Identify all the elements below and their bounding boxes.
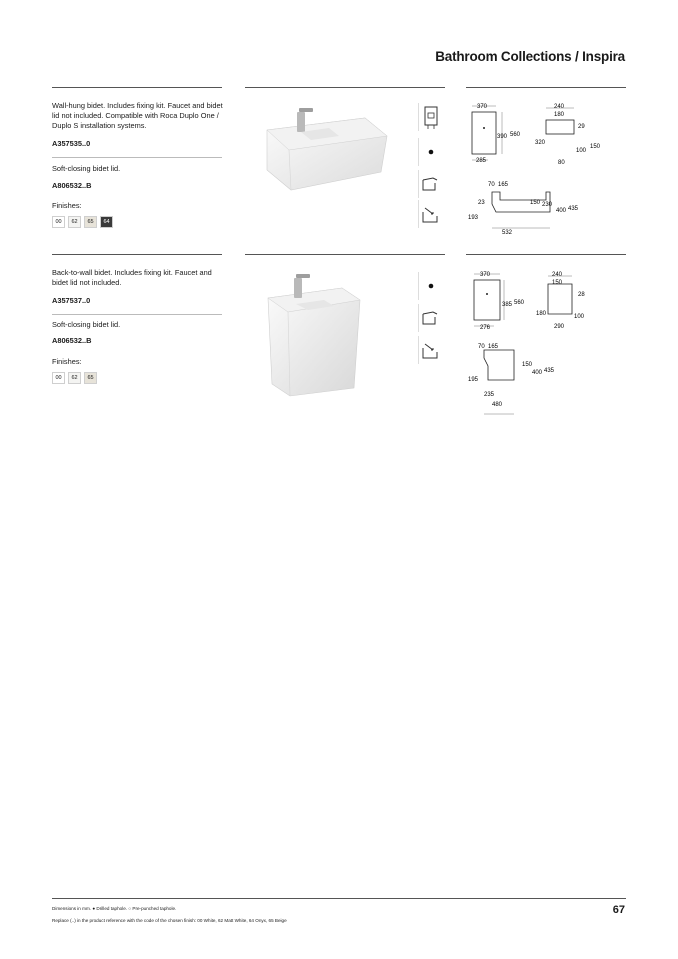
footer-rule <box>52 898 626 899</box>
dim-180: 180 <box>554 112 565 118</box>
dim-150-side: 150 <box>530 200 541 206</box>
product-2-rule-text <box>52 254 222 255</box>
product-2-finishes-label: Finishes: <box>52 357 82 366</box>
finish-swatch-64[interactable]: 64 <box>100 216 113 228</box>
dim-100: 100 <box>574 314 585 320</box>
dim-150-side: 150 <box>522 362 533 368</box>
product-2-image <box>262 268 372 398</box>
product-2-icon-taphole <box>418 272 440 300</box>
dim-23: 23 <box>478 200 485 206</box>
product-2-accessory-code: A806532..B <box>52 336 92 345</box>
dim-165: 165 <box>488 344 499 350</box>
product-2-code: A357537..0 <box>52 296 91 305</box>
dim-150: 150 <box>590 144 601 150</box>
dim-165: 165 <box>498 182 509 188</box>
soft-close-icon <box>419 200 441 228</box>
footer-legend <box>52 906 176 911</box>
product-1-image <box>255 100 395 195</box>
dim-193: 193 <box>468 215 479 221</box>
dim-235: 235 <box>484 392 495 398</box>
dim-435: 435 <box>544 368 555 374</box>
dim-180: 180 <box>536 311 547 317</box>
lid-icon <box>419 170 441 198</box>
wall-frame-icon <box>419 103 441 131</box>
dim-150: 150 <box>552 280 563 286</box>
dim-320: 320 <box>535 140 546 146</box>
product-2-description: Back-to-wall bidet. Includes fixing kit. Faucet and bidet lid not included. <box>52 268 212 287</box>
dim-400: 400 <box>532 370 543 376</box>
product-1-icon-softclose <box>418 200 440 228</box>
dim-276: 276 <box>480 325 491 331</box>
dim-390: 390 <box>497 134 508 140</box>
product-2-icon-softclose <box>418 336 440 364</box>
dim-560: 560 <box>510 132 521 138</box>
filled-dot-icon <box>419 272 441 300</box>
product-2-rule-drawing <box>466 254 626 255</box>
footer-prepunched-note: Pre-punched taphole. <box>132 906 177 911</box>
dim-70: 70 <box>478 344 485 350</box>
product-1-description: Wall-hung bidet. Includes fixing kit. Faucet and bidet lid not included. Compatible with Roca Duplo One / Duplo S installation systems. <box>52 101 223 130</box>
page-title: Bathroom Collections / Inspira <box>435 49 625 64</box>
product-1-accessory-description: Soft-closing bidet lid. <box>52 164 121 173</box>
dim-370-top: 370 <box>477 104 488 110</box>
dim-28: 28 <box>578 292 585 298</box>
finish-swatch-65[interactable]: 65 <box>84 216 97 228</box>
product-2-divider <box>52 314 222 315</box>
product-2-finishes <box>52 372 97 384</box>
dim-435: 435 <box>568 206 579 212</box>
dim-285: 285 <box>476 158 487 164</box>
product-1-accessory-code: A806532..B <box>52 181 92 190</box>
product-2-accessory-description: Soft-closing bidet lid. <box>52 320 121 329</box>
dim-240: 240 <box>552 272 563 278</box>
product-1-rule-text <box>52 87 222 88</box>
dim-230: 230 <box>542 202 553 208</box>
dim-480: 480 <box>492 402 503 408</box>
product-1-finishes <box>52 216 113 228</box>
dim-370: 370 <box>480 272 491 278</box>
product-1-icon-taphole <box>418 138 440 166</box>
dim-290: 290 <box>554 324 565 330</box>
finish-swatch-00[interactable]: 00 <box>52 372 65 384</box>
filled-dot-icon: ● <box>92 906 96 911</box>
product-1-technical-drawing <box>466 100 626 240</box>
product-1-rule-image <box>245 87 445 88</box>
filled-dot-icon <box>419 138 441 166</box>
product-1-icon-wall <box>418 103 440 131</box>
product-2-technical-drawing <box>466 268 626 423</box>
footer-finish-codes: Replace (..) in the product reference with the code of the chosen finish: 00 White, 62 Matt White, 64 Onyx, 65 Beige <box>52 918 287 923</box>
dim-29: 29 <box>578 124 585 130</box>
dim-195: 195 <box>468 377 479 383</box>
product-1-finishes-label: Finishes: <box>52 201 82 210</box>
product-2-icon-lid <box>418 304 440 332</box>
dim-100: 100 <box>576 148 587 154</box>
dim-240: 240 <box>554 104 565 110</box>
open-dot-icon: ○ <box>128 906 132 911</box>
product-1-divider <box>52 157 222 158</box>
page-number: 67 <box>612 904 625 916</box>
footer-drilled-note: Drilled taphole. <box>96 906 128 911</box>
dim-70: 70 <box>488 182 495 188</box>
finish-swatch-00[interactable]: 00 <box>52 216 65 228</box>
product-2-rule-image <box>245 254 445 255</box>
dim-532: 532 <box>502 230 513 236</box>
dim-560: 560 <box>514 300 525 306</box>
dim-385: 385 <box>502 302 513 308</box>
soft-close-icon <box>419 336 441 364</box>
dim-400: 400 <box>556 208 567 214</box>
finish-swatch-65[interactable]: 65 <box>84 372 97 384</box>
product-1-rule-drawing <box>466 87 626 88</box>
product-1-code: A357535..0 <box>52 139 91 148</box>
footer-dimensions-note: Dimensions in mm. <box>52 906 92 911</box>
lid-icon <box>419 304 441 332</box>
finish-swatch-62[interactable]: 62 <box>68 372 81 384</box>
product-1-icon-lid <box>418 170 440 198</box>
dim-80: 80 <box>558 160 565 166</box>
finish-swatch-62[interactable]: 62 <box>68 216 81 228</box>
